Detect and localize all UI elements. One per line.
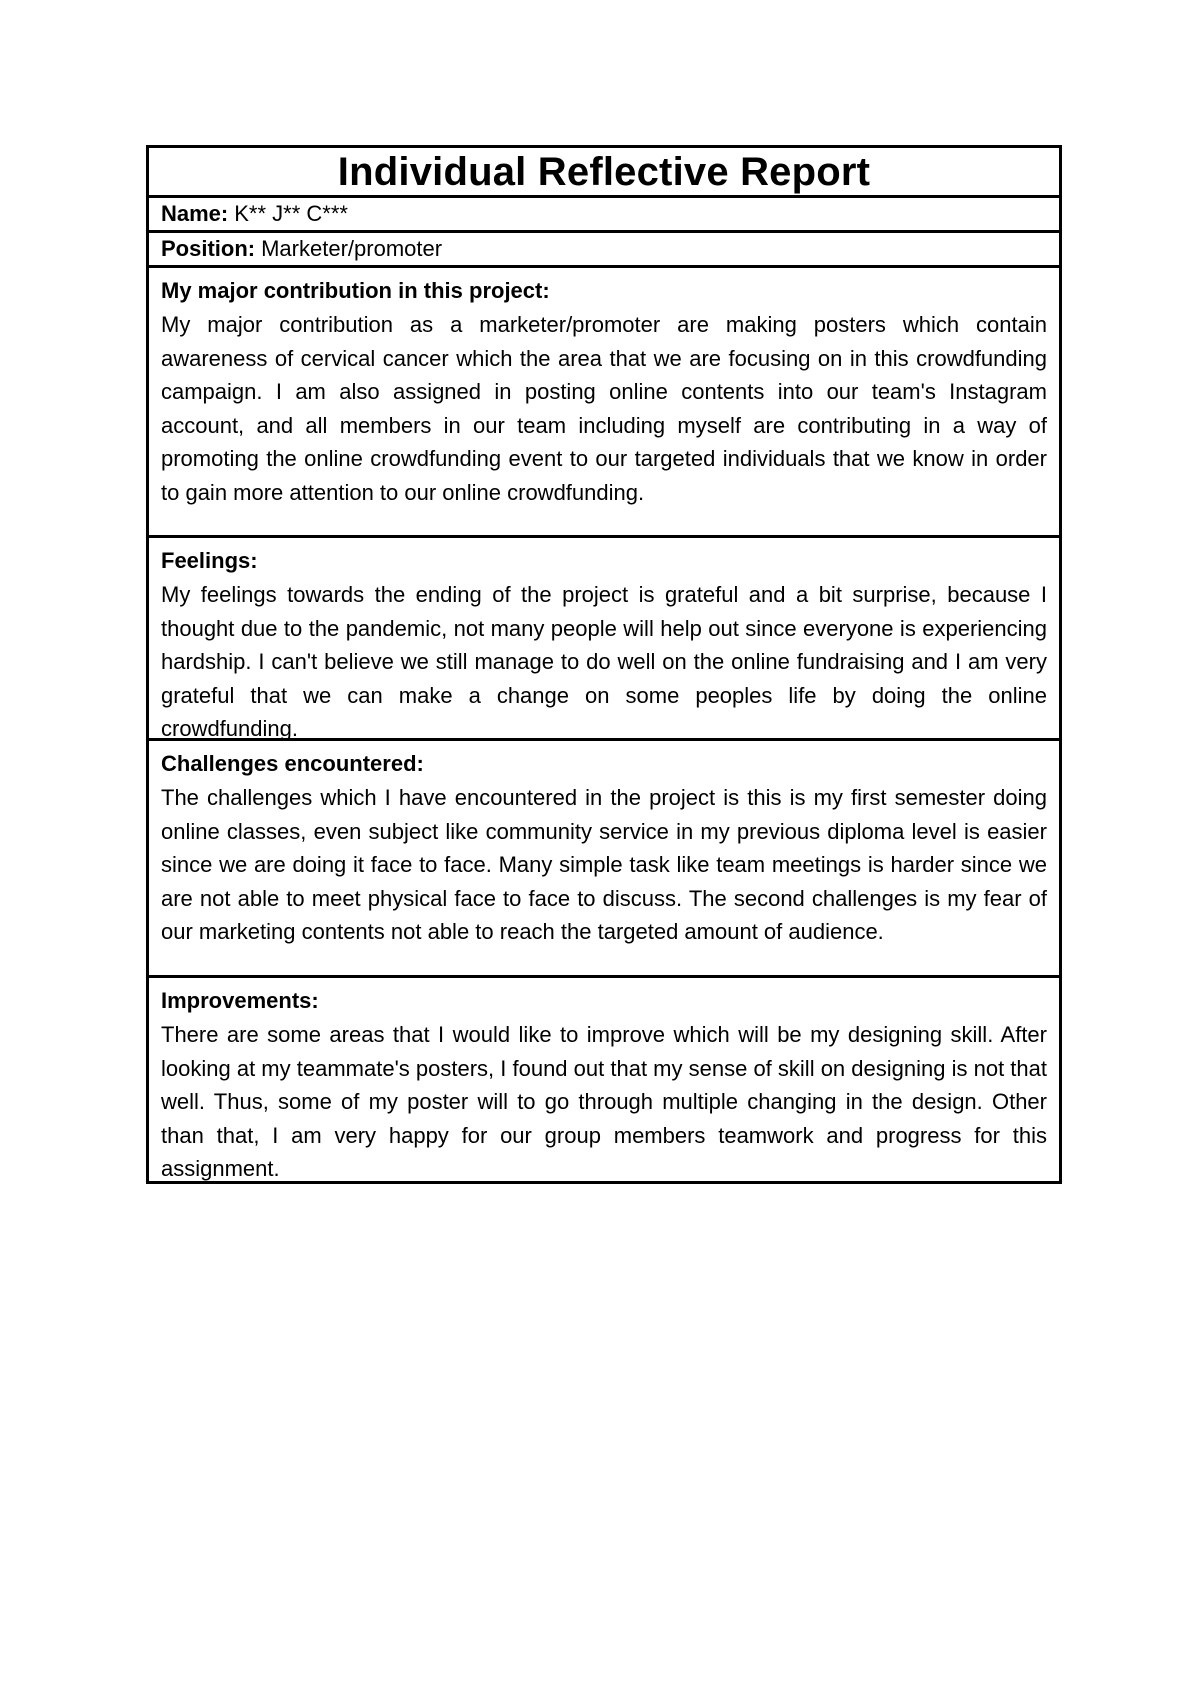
contribution-body: My major contribution as a marketer/promoter are making posters which contain awareness of cervical cancer which the area that we are focusing on in this crowdfunding campaign. I am also assigned in posting online contents into our team's Instagram account, and all members in our team including myself are contributing in a way of promoting the online crowdfunding event to our targeted individuals that we know in order to gain more attention to our online crowdfunding. — [161, 312, 1047, 505]
section-improvements — [149, 978, 1059, 1181]
position-value: Marketer/promoter — [261, 236, 443, 261]
challenges-body: The challenges which I have encountered in the project is this is my first semester doing online classes, even subject like community service in my previous diploma level is easier since we are doing it face to face. Many simple task like team meetings is harder since we are not able to meet physical face to face to discuss. The second challenges is my fear of our marketing contents not able to reach the targeted amount of audience. — [161, 785, 1047, 944]
feelings-heading: Feelings: — [161, 548, 258, 573]
report-title: Individual Reflective Report — [337, 149, 871, 194]
challenges-heading: Challenges encountered: — [161, 751, 424, 776]
contribution-heading: My major contribution in this project: — [161, 278, 550, 303]
name-row — [149, 198, 1059, 233]
section-contribution — [149, 268, 1059, 538]
title-row — [149, 148, 1059, 198]
name-label: Name: — [161, 201, 229, 226]
position-label: Position: — [161, 236, 256, 261]
section-feelings — [149, 538, 1059, 741]
position-row — [149, 233, 1059, 268]
reflective-report-table — [146, 145, 1062, 1184]
feelings-body: My feelings towards the ending of the project is grateful and a bit surprise, because I thought due to the pandemic, not many people will help out since everyone is experiencing hardship. I can't believe we still manage to do well on the online fundraising and I am very grateful that we can make a change on some peoples life by doing the online crowdfunding. — [161, 582, 1047, 741]
improvements-body: There are some areas that I would like to improve which will be my designing skill. After looking at my teammate's posters, I found out that my sense of skill on designing is not that well. Thus, some of my poster will to go through multiple changing in the design. Other than that, I am very happy for our group members teamwork and progress for this assignment. — [161, 1022, 1047, 1181]
section-challenges — [149, 741, 1059, 978]
name-value: K** J** C*** — [234, 201, 348, 226]
improvements-heading: Improvements: — [161, 988, 319, 1013]
